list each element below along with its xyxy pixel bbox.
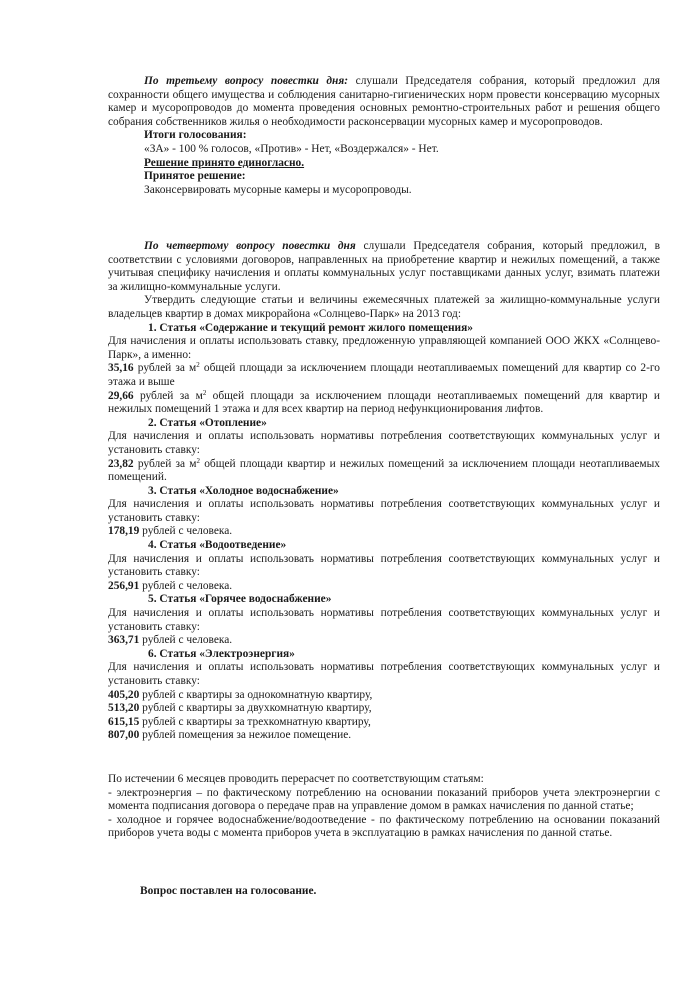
question-3-lead: По третьему вопросу повестки дня: [144, 75, 349, 87]
question-3-text: слушали Председателя собрания, который предложил для сохранности общего имущества и соблюдения санитарно-гигиенических норм провести консервацию мусорных камер и мусоропроводов до момента проведения основных ремонтно-строительных работ и решения общего собрания собственников жилья о необходимости расконсервации мусорных камер и мусоропроводов. [108, 75, 661, 128]
recalculation-section [108, 773, 660, 841]
recalculation-intro: По истечении 6 месяцев проводить перерасчет по соответствующим статьям: [108, 773, 484, 785]
article-1-rate-1: 35,16 рублей за $м^2$ общей площади за исключением площади неотапливаемых помещений для квартир со 2-го этажа и выше [108, 361, 661, 388]
rate-value: 615,15 [108, 715, 140, 728]
closing-statement: Вопрос поставлен на голосование. [140, 885, 317, 897]
article-1-title: 1. Статья «Содержание и текущий ремонт жилого помещения» [148, 321, 473, 334]
rate-value: 405,20 [108, 688, 140, 701]
closing-section [140, 885, 660, 899]
approve-paragraph: Утвердить следующие статьи и величины ежемесячных платежей за жилищно-коммунальные услуги владельцев квартир в домах микрорайона «Солнцево-Парк» на 2013 год: [108, 294, 660, 320]
article-2-title: 2. Статья «Отопление» [148, 416, 267, 429]
article-6-title: 6. Статья «Электроэнергия» [148, 647, 295, 660]
article-2-text: Для начисления и оплаты использовать нормативы потребления соответствующих коммунальных услуг и установить ставку: [108, 430, 660, 456]
recalculation-item: - холодное и горячее водоснабжение/водоотведение - по фактическому потреблению на основании показаний приборов учета воды с момента приборов учета в эксплуатацию в рамках начисления по данной статье. [108, 813, 660, 840]
voting-results-title: Итоги голосования: [144, 129, 247, 142]
article-5-rate: 363,71 рублей с человека. [108, 634, 233, 647]
article-4-text: Для начисления и оплаты использовать нормативы потребления соответствующих коммунальных услуг и установить ставку: [108, 552, 660, 579]
question-3-section [108, 75, 660, 197]
article-1-text: Для начисления и оплаты использовать ставку, предложенную управляющей компанией ООО ЖКХ «Солнцево-Парк», а именно: [108, 335, 660, 361]
article-6-rate: 513,20 рублей с квартиры за двухкомнатную квартиру, [108, 702, 372, 715]
decision-title: Принятое решение: [144, 170, 246, 183]
article-4-rate: 256,91 рублей с человека. [108, 579, 233, 592]
question-4-paragraph [108, 240, 660, 294]
article-3-text: Для начисления и оплаты использовать нормативы потребления соответствующих коммунальных услуг и установить ставку: [108, 498, 660, 524]
article-5-title: 5. Статья «Горячее водоснабжение» [148, 593, 332, 606]
decision-text: Законсервировать мусорные камеры и мусоропроводы. [144, 183, 412, 196]
article-2-rate: 23,82 рублей за $м^2$ общей площади квартир и нежилых помещений за исключением площади неотапливаемых помещений. [108, 456, 660, 484]
question-4-section [108, 240, 660, 743]
article-6-text: Для начисления и оплаты использовать нормативы потребления соответствующих коммунальных услуг и установить ставку: [108, 661, 660, 687]
article-5-text: Для начисления и оплаты использовать нормативы потребления соответствующих коммунальных услуг и установить ставку: [108, 607, 660, 633]
question-4-lead: По четвертому вопросу повестки дня [144, 240, 356, 252]
unanimous-decision: Решение принято единогласно. [144, 156, 305, 169]
rate-value: 363,71 [108, 634, 140, 647]
rate-value: 29,66 [108, 389, 134, 402]
article-6-rate: 615,15 рублей с квартиры за трехкомнатную квартиру, [108, 715, 371, 728]
question-4-text: слушали Председателя собрания, который предложил, в соответствии с условиями договоров, направленных на приобретение квартир и нежилых помещений, а также учитывая специфику начисления и оплаты коммунальных услуг поставщиками данных услуг, взимать платежи за жилищно-коммунальные услуги. [108, 240, 660, 293]
rate-value: 513,20 [108, 702, 140, 715]
rate-value: 807,00 [108, 729, 140, 742]
voting-results: «ЗА» - 100 % голосов, «Против» - Нет, «Воздержался» - Нет. [144, 142, 439, 155]
rate-value: 256,91 [108, 579, 140, 592]
recalculation-item: - электроэнергия – по фактическому потреблению на основании показаний приборов учета электроэнергии с момента подписания договора о передаче прав на управление домом в рамках начисления по данной статье; [108, 786, 660, 813]
article-6-rate: 405,20 рублей с квартиры за однокомнатную квартиру, [108, 688, 373, 701]
rate-value: 178,19 [108, 525, 140, 538]
article-1-rate-2: 29,66 рублей за $м^2$ общей площади за исключением площади неотапливаемых помещений для квартир и нежилых помещений 1 этажа и для всех квартир на период нефункционирования лифтов. [108, 388, 661, 416]
article-4-title: 4. Статья «Водоотведение» [148, 539, 287, 552]
article-3-rate: 178,19 рублей с человека. [108, 525, 233, 538]
article-6-rate: 807,00 рублей помещения за нежилое помещение. [108, 729, 352, 742]
rate-value: 35,16 [108, 362, 134, 375]
rate-value: 23,82 [108, 457, 134, 470]
article-3-title: 3. Статья «Холодное водоснабжение» [148, 484, 339, 497]
question-3-paragraph [108, 75, 660, 129]
